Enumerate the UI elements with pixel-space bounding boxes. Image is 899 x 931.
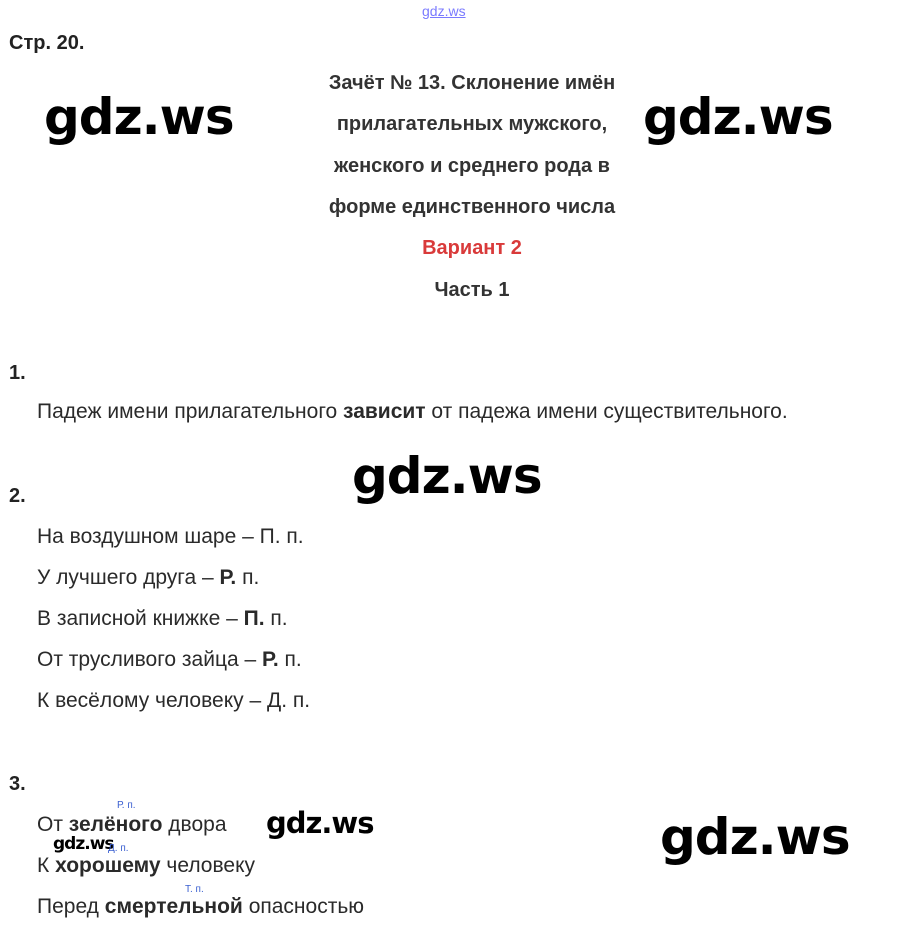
noun: человеку (160, 854, 256, 877)
task-3-row (37, 854, 255, 878)
case-rest: П. п. (259, 525, 304, 548)
watermark: gdz.ws (53, 834, 114, 854)
preposition: От (37, 813, 69, 836)
preposition: Перед (37, 895, 105, 918)
title-line-4: форме единственного числа (328, 196, 616, 218)
case-note: Т. п. (185, 884, 204, 895)
case-abbr: П. (243, 607, 265, 630)
task-3-number: 3. (9, 773, 26, 795)
adjective: хорошему (55, 854, 161, 877)
task-1-answer (37, 400, 788, 424)
case-rest: п. (236, 566, 260, 589)
task-2-row (37, 648, 302, 672)
phrase: От трусливого зайца – (37, 648, 263, 671)
watermark: gdz.ws (660, 808, 850, 866)
watermark: gdz.ws (266, 806, 374, 840)
task-2-number: 2. (9, 485, 26, 507)
preposition: К (37, 854, 56, 877)
title-line-3: женского и среднего рода в (334, 155, 610, 177)
task-2-row (37, 607, 288, 631)
noun: опасностью (242, 895, 365, 918)
phrase: На воздушном шаре – (37, 525, 260, 548)
task-1-text: Падеж имени прилагательного (37, 400, 344, 423)
case-rest: Д. п. (267, 689, 311, 712)
adjective: смертельной (104, 895, 243, 918)
task-3-row (37, 895, 364, 919)
case-note: Д. п. (108, 843, 129, 854)
part-label: Часть 1 (434, 279, 510, 301)
phrase: К весёлому человеку – (37, 689, 267, 712)
title-line-1: Зачёт № 13. Склонение имён (328, 72, 616, 94)
title-line-2: прилагательных мужского, (336, 113, 608, 135)
task-1-number: 1. (9, 362, 26, 384)
task-1-keyword: зависит (343, 400, 426, 423)
phrase: У лучшего друга – (37, 566, 220, 589)
task-2-row (37, 566, 259, 590)
task-3-row (37, 813, 227, 837)
task-1-text: от падежа имени существительного. (425, 400, 788, 423)
case-rest: п. (278, 648, 302, 671)
adjective: зелёного (68, 813, 163, 836)
task-2-row (37, 689, 310, 713)
case-rest: п. (264, 607, 288, 630)
watermark: gdz.ws (643, 88, 833, 146)
case-abbr: Р. (262, 648, 279, 671)
watermark: gdz.ws (44, 88, 234, 146)
watermark-top: gdz.ws (422, 3, 466, 19)
case-abbr: Р. (219, 566, 237, 589)
task-2-row (37, 525, 304, 549)
watermark: gdz.ws (352, 447, 542, 505)
noun: двора (162, 813, 227, 836)
variant-label: Вариант 2 (422, 237, 522, 259)
case-note: Р. п. (117, 800, 136, 811)
phrase: В записной книжке – (37, 607, 244, 630)
page-number: Стр. 20. (9, 32, 85, 54)
